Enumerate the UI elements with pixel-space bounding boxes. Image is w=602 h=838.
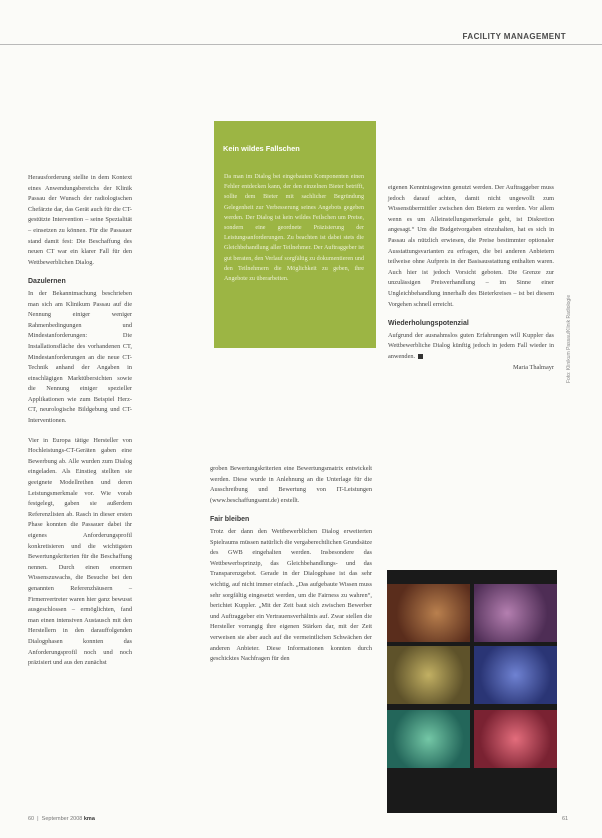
subheading: Wiederholungspotenzial xyxy=(388,320,469,328)
sidebar-box-title: Kein wildes Fallschen xyxy=(223,144,300,153)
subheading: Fair bleiben xyxy=(210,516,250,524)
paragraph: Herausforderung stellte in dem Kontext eines Anwendungsbereichs der Klinik Passau der Wunsch der radiologischen Chefärzte dar, das Gerät auch für die CT-gestützte Intervention – seine Spezialität – einsetzen zu können. Für die Passauer stand damit fest: Die Beschaffung des neuen CT war ein klarer Fall für den Wettbewerblichen Dialog. xyxy=(28,174,132,266)
sidebar-box-text: Da man im Dialog bei eingebauten Komponenten einen Fehler entdecken kann, der den einzelnen Bieter betrifft, sollte dem Bieter mit sachlicher Begründung Gelegenheit zur Verbesserung seines Angebots gegeben werden. Der Dialog ist kein wildes Feilschen um Preise, sondern eine geordnete Präzisierung der Leistungsanforderungen. Zu beachten ist dabei stets die Gleichbehandlung aller Teilnehmer. Der Auftraggeber ist gut beraten, den Verlauf sorgfältig zu dokumentieren und den Teilnehmern die Möglichkeit zu geben, ihre Angebote zu überarbeiten. xyxy=(224,174,364,283)
end-mark-icon xyxy=(418,354,423,359)
author-signature: Maria Thalmayr xyxy=(513,363,554,371)
subheading: Dazulernen xyxy=(28,278,66,286)
paragraph-text: Aufgrund der ausnahmslos guten Erfahrungen will Kuppler das Wettbewerbliche Dialog künftig jedoch in jedem Fall wieder in anwenden. xyxy=(388,331,554,360)
page-number-right: 61 xyxy=(562,816,569,822)
photo-tile xyxy=(474,710,557,768)
photo-tile xyxy=(387,646,470,704)
column-1 xyxy=(28,173,132,678)
paragraph: Vier in Europa tätige Hersteller von Hochleistungs-CT-Geräten gaben eine Bewerbung ab. Alle wurden zum Dialog eingeladen. Als Einstieg stellten sie geeignete Modellreihen und deren Leistungsmerkmale vor. Wie vorab festgelegt, gaben sie außerdem Referenzlisten ab. Rasch in dieser ersten Phase konnten die Passauer dabei ihr eigenes Anforderungsprofil konkretisieren und die wichtigsten Bewertungskriterien für die Beschaffung nennen. Durch einen enormen Wissenszuwachs, die Besuche bei den genannten Referenzhäusern – Firmenvertreter waren hier ganz bewusst ausgeschlossen – ermöglichten, fand man einen intensiven Austausch mit den Herstellern in den darauffolgenden Dialogphasen konnten das Anforderungsprofil noch und noch präzisiert und aus den zunächst xyxy=(28,436,132,667)
paragraph: groben Bewertungskriterien eine Bewertungsmatrix entwickelt werden. Diese wurde in Anlehnung an die Unterlage für die Ausschreibung und Bewertung von IT-Leistungen (www.beschaffungsamt.de) erstellt. xyxy=(210,465,372,504)
column-3 xyxy=(388,183,554,373)
photo-tile xyxy=(387,710,470,768)
photo-tile xyxy=(387,584,470,642)
column-2 xyxy=(210,464,372,674)
paragraph: In der Bekanntmachung beschrieben man sich am Klinikum Passau auf die Nennung einiger weniger Rahmenbedingungen und Mindestanforderungen: Die Installationsfläche des vorhandenen CT, Mindestanforderungen an die neue CT-Technik anhand der Angaben in einschlägigen Marktübersichten sowie die Nennung einiger spezieller Applikationen wie zum Beispiel Herz-CT, neurologische Bildgebung und CT-Interventionen. xyxy=(28,289,132,425)
photo-credit: Foto: Klinikum Passau/Klinik Radiologie xyxy=(566,294,572,383)
photo-tile xyxy=(474,584,557,642)
paragraph: eigenen Kenntnisgewinn genutzt werden. Der Auftraggeber muss jedoch darauf achten, damit nicht ungewollt zum Wissensübermittler zwischen den Bietern zu werden. Vor allem wenn es um Alleinstellungsmerkmale geht, ist Diskretion angesagt.“ Um die Budgetvorgaben einzuhalten, hat es sich in Passau als nützlich erwiesen, die Preise bestimmter optionaler Ausstattungsvarianten zu erfragen, die bei anderen Anbietern teilweise ohne Aufpreis in der Basisausstattung enthalten waren. Auch hier ist jedoch Vorsicht geboten. Die Grenze zur unzulässigen Preisverhandlung – im Sinne einer Ungleichbehandlung innerhalb des Bieterkreises – ist bei diesem Vorgehen schnell erreicht. xyxy=(388,184,554,308)
paragraph: Trotz der dann den Wettbewerblichen Dialog erweiterten Spielraums müssen natürlich die vergaberechtlichen Grundsätze des GWB eingehalten werden. Insbesondere das Wettbewerbsprinzip, das Gleichbehandlungs- und das Transparenzgebot. Gerade in der Dialogphase ist das sehr wichtig, auf nicht immer einfach. „Das aufgebaute Wissen muss sehr sorgfältig eingesetzt werden, um die Fairness zu wahren“, berichtet Kuppler. „Mit der Zeit baut sich zwischen Bewerber und Auftraggeber ein Vertrauensverhältnis auf. Zwar stellen die Hersteller vorrangig ihre eigenen Stärken dar, mit der Zeit verweisen sie aber auch auf die vermeintlichen Schwächen der anderen Anbieter. Diese Informationen konnten durch geschicktes Nachfragen für den xyxy=(210,527,372,663)
paragraph xyxy=(388,331,554,363)
article-photo xyxy=(387,570,557,813)
photo-tile xyxy=(474,646,557,704)
magazine-brand: kma xyxy=(83,816,95,822)
section-label: FACILITY MANAGEMENT xyxy=(462,32,566,41)
page-number-left: 60 xyxy=(28,816,35,822)
header-rule xyxy=(0,44,602,45)
issue-date: September 2008 xyxy=(41,816,83,822)
footer-left: 60 | September 2008 kma xyxy=(28,816,95,822)
